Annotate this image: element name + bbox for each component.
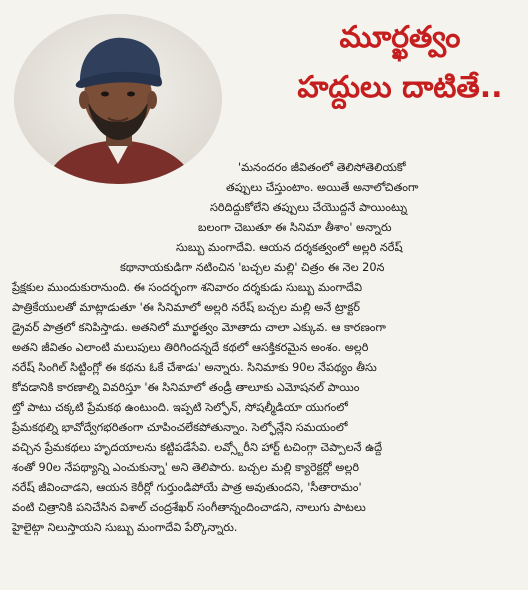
article-line: అతని జీవితం ఎలాంటి మలుపులు తిరిగిందన్నదే కథలో ఆసక్తికరమైన అంశం. అల్లరి	[12, 341, 369, 354]
article-line: ట్తో పాటు చక్కటి ప్రేమకథ ఉంటుంది. ఇప్పటి సెల్ఫోన్, సోషల్మీడియా యుగంలో	[12, 401, 348, 414]
article-line: నరేష్ సింగిల్ సిట్టింగ్లో ఈ కథను ఓకే చేశాడు' అన్నారు. సినిమాకు 90ల నేపథ్యం తీసు	[12, 361, 377, 374]
article-line: వచ్చిన ప్రేమకథలు హృదయాలను కట్టిపడేసేవి. లవ్స్టోరీని హార్ట్ టచింగ్గా చెప్పాలనే ఉద్దే	[12, 441, 383, 454]
article-line: వంటి చిత్రానికి పనిచేసిన విశాల్ చంద్రశేఖర్ సంగీతాన్నందించాడని, నాలుగు పాటలు	[12, 501, 366, 514]
headline-line-1: మూర్ఖత్వం	[339, 20, 461, 55]
article-line: కథానాయకుడిగా నటించిన 'బచ్చల మల్లి' చిత్రం ఈ నెల 20న	[120, 261, 385, 274]
article-line: సరిదిద్దుకోలేని తప్పులు చేయొద్దనే పాయింట్ను	[210, 201, 407, 214]
article-line: హైలైట్గా నిలుస్తాయని సుబ్బు మంగాదేవి పేర్కొన్నారు.	[12, 521, 238, 534]
article-line: సుబ్బు మంగాదేవి. ఆయన దర్శకత్వంలో అల్లరి నరేష్	[176, 241, 403, 254]
article-line: బలంగా చెబుతూ ఈ సినిమా తీశాం' అన్నారు	[198, 221, 392, 234]
article-line: ప్రేమకథల్ని భావోద్వేగభరితంగా చూపించలేకపోతున్నాం. సెల్ఫోన్లేని సమయంలో	[12, 421, 348, 434]
portrait-illustration	[14, 14, 222, 184]
author-photo	[14, 14, 222, 184]
article-line: ప్రేక్షకుల ముందుకురానుంది. ఈ సందర్భంగా శనివారం దర్శకుడు సుబ్బు మంగాదేవి	[12, 281, 363, 294]
article-line: పాత్రికేయులతో మాట్లాడుతూ 'ఈ సినిమాలో అల్లరి నరేష్ బచ్చల మల్లి అనే ట్రాక్టర్	[12, 301, 360, 314]
article-line: శంతో 90ల నేపథ్యాన్ని ఎంచుకున్నా' అని తెలిపారు. బచ్చల మల్లి క్యారెక్టర్లో అల్లరి	[12, 461, 360, 474]
article-line: నరేష్ జీవించాడని, ఆయన కెరీర్లో గుర్తుండిపోయే పాత్ర అవుతుందని, 'సీతారామం'	[12, 481, 362, 494]
article-line: డ్రైవర్ పాత్రలో కనిపిస్తాడు. అతనిలో మూర్ఖత్వం మోతాదు చాలా ఎక్కువ. ఆ కారణంగా	[12, 321, 386, 334]
article-headline	[280, 16, 520, 110]
article-line: కోవడానికి కారణాల్ని వివరిస్తూ 'ఈ సినిమాలో తండ్రీ తాలూకు ఎమోషనల్ పాయిం	[12, 381, 360, 394]
article-line: తప్పులు చేస్తుంటాం. అయితే అనాలోచితంగా	[226, 181, 419, 194]
headline-line-2: హద్దులు దాటితే..	[297, 70, 503, 105]
article-line: 'మనందరం జీవితంలో తెలిసోతెలియకో	[238, 161, 406, 174]
